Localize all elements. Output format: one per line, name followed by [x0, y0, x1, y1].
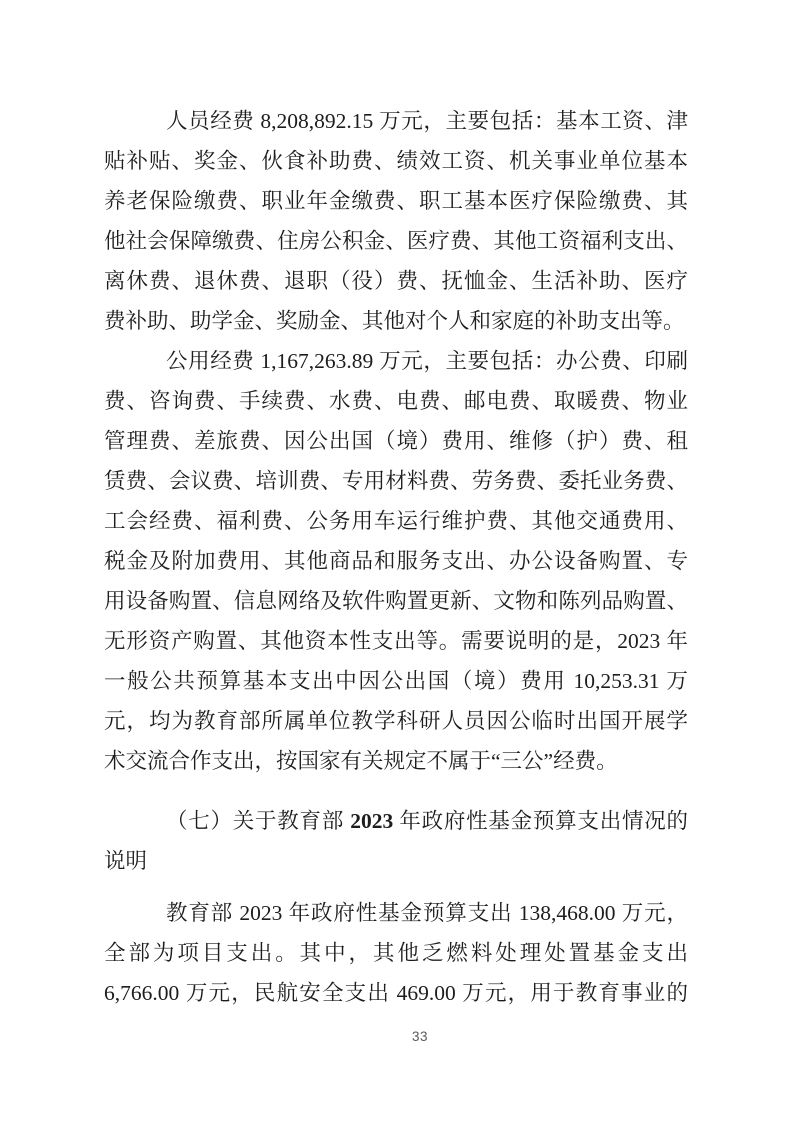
text-line: 赁费、会议费、培训费、专用材料费、劳务费、委托业务费、	[104, 469, 688, 493]
text-line: 用设备购置、信息网络及软件购置更新、文物和陈列品购置、	[104, 589, 688, 613]
text-line: 工会经费、福利费、公务用车运行维护费、其他交通费用、	[104, 509, 688, 533]
heading-line: 说明	[104, 849, 148, 873]
text-line: 贴补贴、奖金、伙食补助费、绩效工资、机关事业单位基本	[104, 149, 688, 173]
heading-year-bold: 2023	[350, 809, 394, 833]
text-line: 公用经费 1,167,263.89 万元，主要包括：办公费、印刷	[166, 349, 688, 373]
text-line: 教育部 2023 年政府性基金预算支出 138,468.00 万元，	[166, 901, 688, 925]
text-line: 管理费、差旅费、因公出国（境）费用、维修（护）费、租	[104, 429, 688, 453]
text-line: 术交流合作支出，按国家有关规定不属于“三公”经费。	[104, 749, 618, 773]
page-content	[104, 101, 688, 1013]
heading-line	[104, 801, 688, 841]
text-line: 离休费、退休费、退职（役）费、抚恤金、生活补助、医疗	[104, 269, 688, 293]
text-line: 费、咨询费、手续费、水费、电费、邮电费、取暖费、物业	[104, 389, 688, 413]
section-heading-7	[104, 801, 688, 881]
text-line: 税金及附加费用、其他商品和服务支出、办公设备购置、专	[104, 549, 688, 573]
page-number: 33	[411, 1029, 429, 1044]
text-line: 费补助、助学金、奖励金、其他对个人和家庭的补助支出等。	[104, 309, 685, 333]
text-line: 6,766.00 万元，民航安全支出 469.00 万元，用于教育事业的	[104, 981, 688, 1005]
paragraph-public-expense	[104, 341, 688, 781]
paragraph-personnel-expense	[104, 101, 688, 341]
text-line: 人员经费 8,208,892.15 万元，主要包括：基本工资、津	[166, 109, 688, 133]
paragraph-gov-fund-budget	[104, 893, 688, 1013]
text-line: 他社会保障缴费、住房公积金、医疗费、其他工资福利支出、	[104, 229, 688, 253]
text-line: 养老保险缴费、职业年金缴费、职工基本医疗保险缴费、其	[104, 189, 688, 213]
text-line: 一般公共预算基本支出中因公出国（境）费用 10,253.31 万	[104, 669, 688, 693]
heading-text-post: 年政府性基金预算支出情况的	[393, 809, 688, 833]
text-line: 元，均为教育部所属单位教学科研人员因公临时出国开展学	[104, 709, 688, 733]
heading-text-pre: （七）关于教育部	[166, 809, 351, 833]
text-line: 无形资产购置、其他资本性支出等。需要说明的是，2023 年	[104, 629, 688, 653]
text-line: 全部为项目支出。其中，其他乏燃料处理处置基金支出	[104, 941, 688, 965]
